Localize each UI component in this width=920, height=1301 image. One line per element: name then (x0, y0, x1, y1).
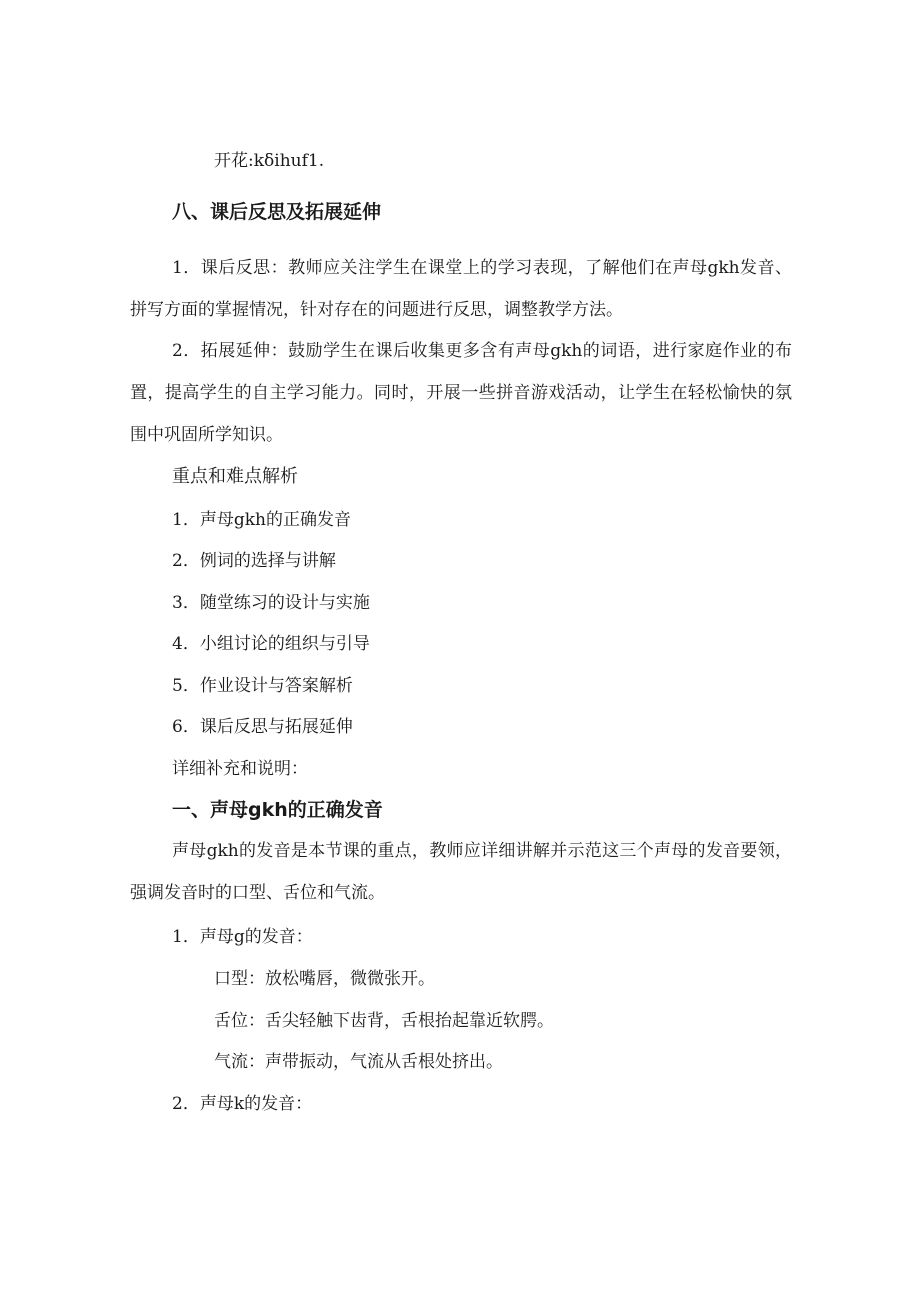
g-airflow: 气流：声带振动，气流从舌根处挤出。 (214, 1052, 503, 1072)
key-point-item: 3．随堂练习的设计与实施 (172, 593, 370, 613)
key-point-item: 6．课后反思与拓展延伸 (172, 717, 353, 737)
key-point-item: 2．例词的选择与讲解 (172, 551, 336, 571)
section8-paragraph-2: 2．拓展延伸：鼓励学生在课后收集更多含有声母gkh的词语，进行家庭作业的布置，提高学生的自主学习能力。同时，开展一些拼音游戏活动，让学生在轻松愉快的氛围中巩固所学知识。 (130, 341, 792, 445)
key-point-item: 4．小组讨论的组织与引导 (172, 634, 370, 654)
section8-heading: 八、课后反思及拓展延伸 (172, 201, 382, 223)
g-mouth-shape: 口型：放松嘴唇，微微张开。 (214, 969, 435, 989)
key-point-item: 1．声母gkh的正确发音 (172, 510, 351, 530)
supplement-label: 详细补充和说明： (172, 759, 308, 779)
k-pronunciation-title: 2．声母k的发音： (172, 1094, 313, 1114)
g-tongue-position: 舌位：舌尖轻触下齿背，舌根抬起靠近软腭。 (214, 1011, 554, 1031)
g-pronunciation-title: 1．声母g的发音： (172, 927, 313, 947)
key-points-heading: 重点和难点解析 (172, 466, 298, 487)
section1-intro-paragraph: 声母gkh的发音是本节课的重点，教师应详细讲解并示范这三个声母的发音要领，强调发音时的口型、舌位和气流。 (130, 841, 792, 903)
key-point-item: 5．作业设计与答案解析 (172, 676, 353, 696)
section1-heading: 一、声母gkh的正确发音 (172, 799, 383, 821)
top-example-line: 开花:kδihuf1. (214, 151, 325, 171)
section8-paragraph-1: 1．课后反思：教师应关注学生在课堂上的学习表现，了解他们在声母gkh发音、拼写方面的掌握情况，针对存在的问题进行反思，调整教学方法。 (130, 258, 792, 320)
